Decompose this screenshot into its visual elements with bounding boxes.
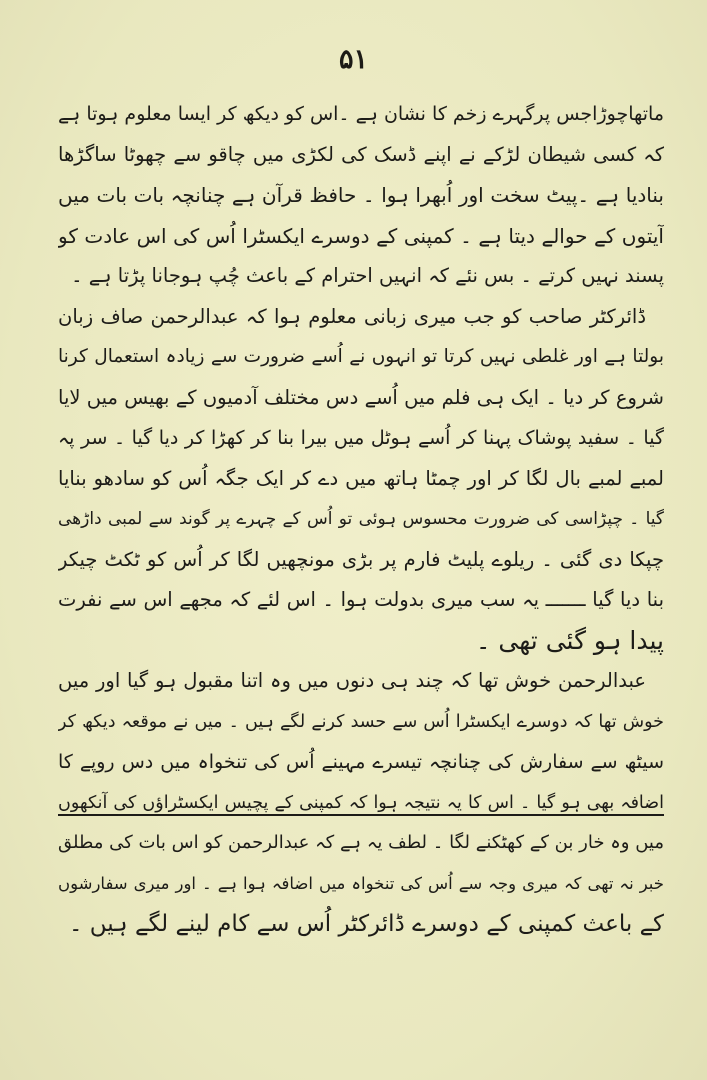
text-line: اضافہ بھی ہو گیا ۔ اس کا یہ نتیجہ ہوا کہ کمپنی کے پچیس ایکسٹراؤں کی آنکھوں [58,792,664,813]
page-number: ۵۱ [338,44,368,75]
text-line: گیا ۔ سفید پوشاک پہنا کر اُسے ہوٹل میں بیرا بنا کر کھڑا کر دیا گیا ۔ سر پہ [58,427,664,449]
text-line: کہ کسی شیطان لڑکے نے اپنے ڈسک کی لکڑی میں چاقو سے چھوٹا ساگڑھا [58,142,664,166]
text-line: خوش تھا کہ دوسرے ایکسٹرا اُس سے حسد کرنے لگے ہیں ۔ میں نے موقعہ دیکھ کر [58,711,664,732]
text-line: خبر نہ تھی کہ میری وجہ سے اُس کی تنخواہ میں اضافہ ہوا ہے ۔ اور میری سفارشوں [58,873,664,893]
text-line: پسند نہیں کرتے ۔ بس نئے کہ انہیں احترام کے باعث چُپ ہوجانا پڑتا ہے ۔ [71,264,664,287]
text-line: لمبے لمبے بال لگا کر اور چمٹا ہاتھ میں دے کر ایک جگہ اُس کو سادھو بنایا [58,466,664,490]
text-line: ڈائرکٹر صاحب کو جب میری زبانی معلوم ہوا کہ عبدالرحمن صاف زبان [58,304,646,328]
text-line: میں وہ خار بن کے کھٹکنے لگا ۔ لطف یہ ہے کہ عبدالرحمن کو اس بات کی مطلق [58,832,664,853]
text-line: بولتا ہے اور غلطی نہیں کرتا تو انہوں نے اُسے ضرورت سے زیادہ استعمال کرنا [58,346,664,367]
text-line: بنادیا ہے ۔پیٹ سخت اور اُبھرا ہوا ۔ حافظ قرآن ہے چنانچہ بات بات میں [58,183,664,207]
text-line: سیٹھ سے سفارش کی چنانچہ تیسرے مہینے اُس کی تنخواہ میں دس روپے کا [58,751,664,773]
text-line: ماتھاچوڑاجس پرگہرے زخم کا نشان ہے ۔اس کو دیکھ کر ایسا معلوم ہوتا ہے [58,103,664,125]
text-line: آیتوں کے حوالے دیتا ہے ۔ کمپنی کے دوسرے ایکسٹرا اُس کی اس عادت کو [58,223,664,248]
text-line: پیدا ہو گئی تھی ۔ [475,625,664,655]
text-line: چپکا دی گئی ۔ ریلوے پلیٹ فارم پر بڑی مونچھیں لگا کر اُس کو ٹکٹ چیکر [58,547,664,571]
text-line: عبدالرحمن خوش تھا کہ چند ہی دنوں میں وہ اتنا مقبول ہو گیا اور میں [58,669,646,692]
text-line: گیا ۔ چپڑاسی کی ضرورت محسوس ہوئی تو اُس کے چہرے پر گوند سے لمبی داڑھی [58,509,664,529]
text-line: کے باعث کمپنی کے دوسرے ڈائرکٹر اُس سے کام لینے لگے ہیں ۔ [68,911,664,937]
page-text-block [58,94,664,945]
text-line: بنا دیا گیا ـــــــ یہ سب میری بدولت ہوا ۔ اس لئے کہ مجھے اس سے نفرت [58,588,664,611]
text-line: شروع کر دیا ۔ ایک ہی فلم میں اُسے دس مختلف آدمیوں کے بھیس میں لایا [58,385,664,409]
